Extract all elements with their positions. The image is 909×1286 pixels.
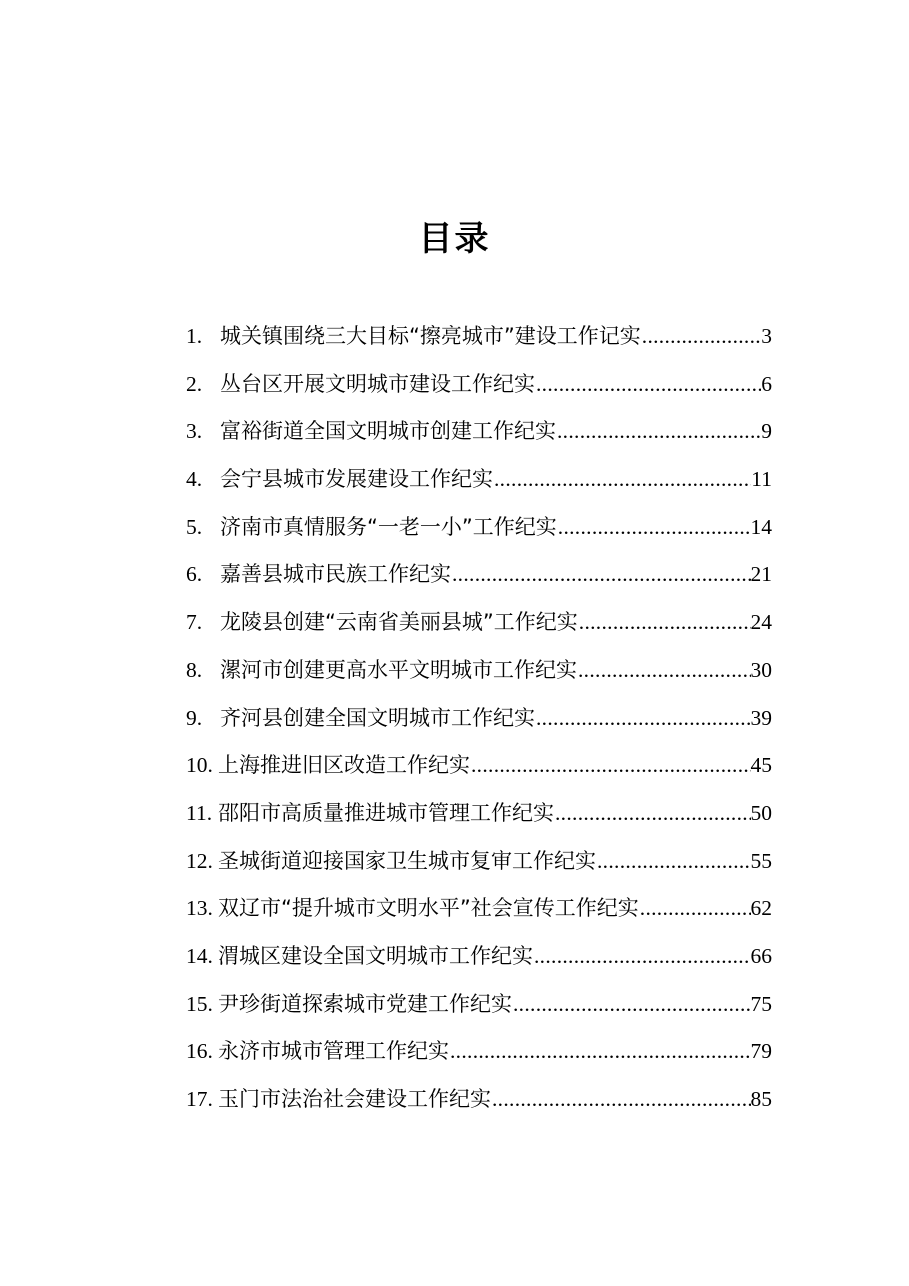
toc-entry-title: 城关镇围绕三大目标“擦亮城市”建设工作记实 [220, 324, 641, 348]
toc-entry-page: 3 [761, 324, 772, 348]
dot-leader [491, 1076, 751, 1124]
toc-entry[interactable] [186, 361, 772, 409]
toc-entry-title: 嘉善县城市民族工作纪实 [220, 562, 451, 587]
toc-entry[interactable] [186, 695, 772, 743]
toc-entry-title: 丛台区开展文明城市建设工作纪实 [220, 371, 535, 396]
toc-entry-title: 圣城街道迎接国家卫生城市复审工作纪实 [218, 848, 596, 873]
table-of-contents [186, 313, 772, 1124]
toc-entry-page: 21 [750, 562, 772, 587]
dot-leader [557, 504, 751, 552]
toc-entry-number: 16. [186, 1039, 213, 1064]
toc-entry-page: 55 [750, 848, 772, 873]
toc-entry[interactable] [186, 838, 772, 886]
toc-entry[interactable] [186, 742, 772, 790]
toc-entry-page: 75 [750, 991, 772, 1016]
toc-entry[interactable] [186, 981, 772, 1029]
toc-entry[interactable] [186, 1076, 772, 1124]
toc-entry[interactable] [186, 885, 772, 933]
dot-leader [535, 695, 751, 743]
toc-entry-number: 5. [186, 514, 203, 539]
dot-leader [554, 790, 751, 838]
toc-entry-title: 尹珍街道探索城市党建工作纪实 [218, 991, 512, 1016]
toc-entry[interactable] [186, 313, 772, 361]
toc-entry-number: 1. [186, 324, 203, 348]
toc-title: 目录 [418, 219, 491, 259]
toc-entry[interactable] [186, 1028, 772, 1076]
toc-entry-title: 龙陵县创建“云南省美丽县城”工作纪实 [220, 610, 578, 635]
dot-leader [535, 361, 761, 409]
toc-entry-title: 双辽市“提升城市文明水平”社会宣传工作纪实 [218, 896, 639, 921]
toc-entry-number: 4. [186, 467, 203, 492]
toc-entry[interactable] [186, 504, 772, 552]
toc-entry-title: 会宁县城市发展建设工作纪实 [220, 467, 493, 492]
toc-entry[interactable] [186, 408, 772, 456]
dot-leader [449, 1028, 751, 1076]
toc-entry-page: 50 [750, 800, 772, 825]
toc-entry[interactable] [186, 933, 772, 981]
toc-entry-page: 24 [750, 610, 772, 635]
toc-entry-page: 85 [750, 1087, 772, 1111]
toc-entry-number: 6. [186, 562, 203, 587]
toc-entry-number: 3. [186, 419, 203, 444]
toc-entry-number: 17. [186, 1087, 213, 1111]
toc-entry-number: 7. [186, 610, 203, 635]
toc-entry-page: 9 [761, 419, 772, 444]
toc-entry-number: 12. [186, 848, 213, 873]
toc-entry-number: 13. [186, 896, 213, 921]
toc-entry-page: 79 [750, 1039, 772, 1064]
toc-entry-title: 渭城区建设全国文明城市工作纪实 [218, 943, 533, 968]
dot-leader [451, 551, 751, 599]
toc-entry-number: 8. [186, 657, 203, 682]
toc-entry-number: 9. [186, 705, 203, 730]
toc-entry-title: 上海推进旧区改造工作纪实 [218, 753, 470, 778]
toc-entry[interactable] [186, 456, 772, 504]
toc-entry-title: 齐河县创建全国文明城市工作纪实 [220, 705, 535, 730]
toc-entry-number: 2. [186, 371, 203, 396]
dot-leader [577, 647, 751, 695]
toc-entry-number: 14. [186, 943, 213, 968]
toc-entry-page: 11 [751, 467, 772, 492]
dot-leader [596, 838, 751, 886]
toc-entry-title: 邵阳市高质量推进城市管理工作纪实 [218, 800, 554, 825]
toc-entry-number: 11. [186, 800, 213, 825]
toc-entry-page: 14 [750, 514, 772, 539]
toc-entry[interactable] [186, 599, 772, 647]
toc-entry-title: 玉门市法治社会建设工作纪实 [218, 1087, 491, 1111]
toc-entry-page: 62 [750, 896, 772, 921]
toc-entry[interactable] [186, 790, 772, 838]
dot-leader [512, 981, 751, 1029]
dot-leader [556, 408, 761, 456]
dot-leader [639, 885, 751, 933]
toc-entry-page: 30 [750, 657, 772, 682]
toc-entry-title: 富裕街道全国文明城市创建工作纪实 [220, 419, 556, 444]
toc-entry-page: 39 [750, 705, 772, 730]
toc-entry-number: 10. [186, 753, 213, 778]
toc-entry-title: 济南市真情服务“一老一小”工作纪实 [220, 514, 557, 539]
toc-entry[interactable] [186, 647, 772, 695]
dot-leader [470, 742, 751, 790]
toc-entry-page: 45 [750, 753, 772, 778]
toc-entry-title: 永济市城市管理工作纪实 [218, 1039, 449, 1064]
dot-leader [641, 313, 761, 361]
dot-leader [533, 933, 751, 981]
dot-leader [578, 599, 751, 647]
toc-entry-number: 15. [186, 991, 213, 1016]
toc-entry-page: 6 [761, 371, 772, 396]
dot-leader [493, 456, 751, 504]
toc-entry-title: 漯河市创建更高水平文明城市工作纪实 [220, 657, 577, 682]
toc-entry[interactable] [186, 551, 772, 599]
toc-entry-page: 66 [750, 943, 772, 968]
